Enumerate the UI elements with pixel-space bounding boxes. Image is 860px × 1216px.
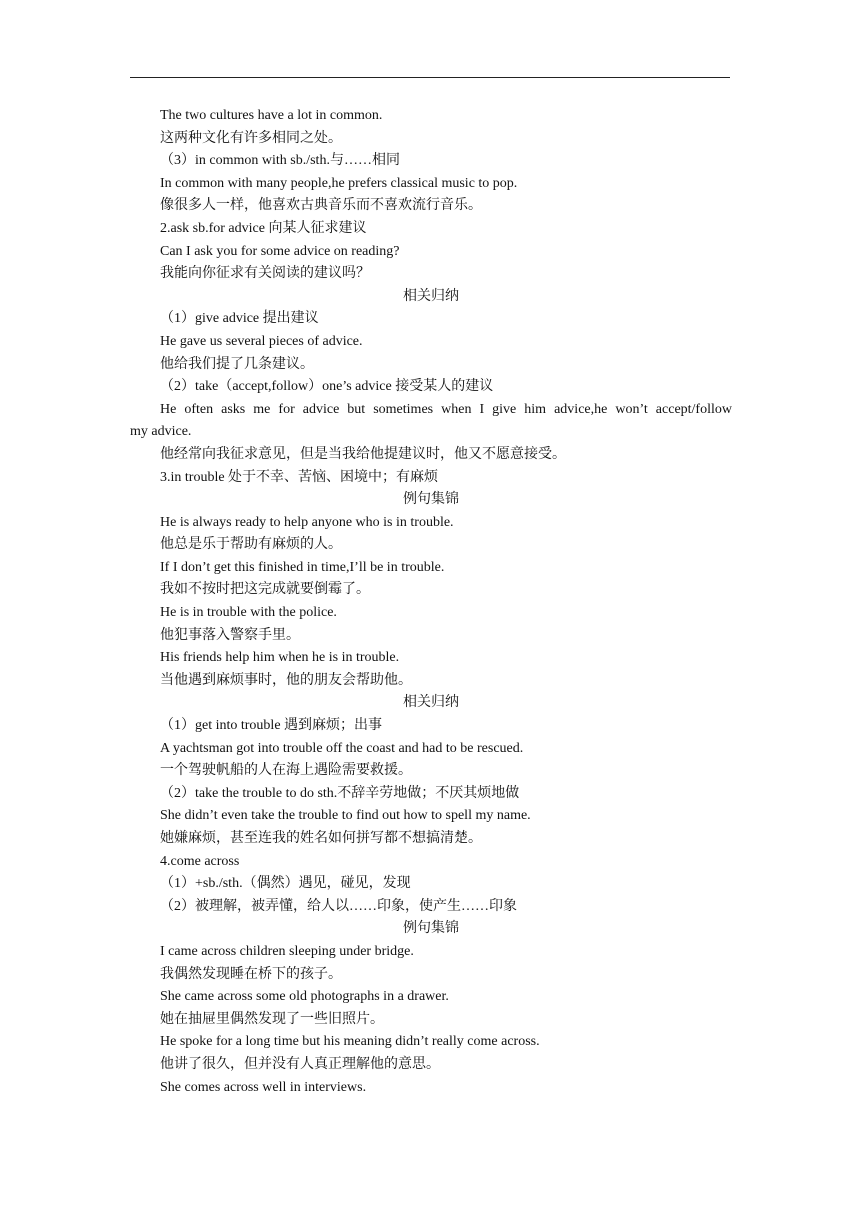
example-sentence: He gave us several pieces of advice. xyxy=(160,333,363,349)
usage-item: （1）+sb./sth.（偶然）遇见，碰见，发现 xyxy=(160,876,411,892)
phrase-heading: 3.in trouble 处于不幸、苦恼、困境中；有麻烦 xyxy=(160,469,439,485)
example-sentence: I came across children sleeping under bridge. xyxy=(160,943,414,959)
example-sentence: In common with many people,he prefers classical music to pop. xyxy=(160,175,518,191)
example-sentence: He spoke for a long time but his meaning didn’t really come across. xyxy=(160,1034,540,1050)
example-sentence: The two cultures have a lot in common. xyxy=(160,108,383,123)
example-translation: 我能向你征求有关阅读的建议吗？ xyxy=(160,266,370,282)
usage-item: （3）in common with sb./sth.与……相同 xyxy=(160,153,400,169)
example-translation: 他经常向我征求意见，但是当我给他提建议时，他又不愿意接受。 xyxy=(160,446,566,462)
document-body xyxy=(130,105,732,1099)
example-sentence: He often asks me for advice but sometimes when I give him advice,he won’t accept/follow xyxy=(160,401,732,417)
example-translation: 他犯事落入警察手里。 xyxy=(160,627,300,643)
usage-item: （1）get into trouble 遇到麻烦；出事 xyxy=(160,718,383,734)
example-translation: 当他遇到麻烦事时，他的朋友会帮助他。 xyxy=(160,672,412,688)
header-rule xyxy=(130,77,730,78)
example-sentence: A yachtsman got into trouble off the coast and had to be rescued. xyxy=(160,740,524,756)
example-translation: 像很多人一样，他喜欢古典音乐而不喜欢流行音乐。 xyxy=(160,198,482,214)
example-translation: 他总是乐于帮助有麻烦的人。 xyxy=(160,537,342,553)
example-translation: 他给我们提了几条建议。 xyxy=(160,356,314,372)
example-translation: 他讲了很久，但并没有人真正理解他的意思。 xyxy=(160,1056,440,1072)
example-translation: 她嫌麻烦，甚至连我的姓名如何拼写都不想搞清楚。 xyxy=(160,831,482,846)
example-sentence: She came across some old photographs in a drawer. xyxy=(160,989,449,1005)
section-label: 例句集锦 xyxy=(403,921,459,937)
example-sentence: He is in trouble with the police. xyxy=(160,605,337,621)
example-sentence: Can I ask you for some advice on reading? xyxy=(160,243,400,259)
section-label: 相关归纳 xyxy=(403,695,459,711)
example-sentence-continued: my advice. xyxy=(130,424,192,440)
example-sentence: She didn’t even take the trouble to find out how to spell my name. xyxy=(160,808,531,824)
usage-item: （2）take the trouble to do sth.不辞辛劳地做；不厌其烦地做 xyxy=(160,785,520,801)
example-translation: 我如不按时把这完成就要倒霉了。 xyxy=(160,582,370,598)
example-translation: 我偶然发现睡在桥下的孩子。 xyxy=(160,966,342,982)
example-sentence: His friends help him when he is in trouble. xyxy=(160,650,400,666)
phrase-heading: 2.ask sb.for advice 向某人征求建议 xyxy=(160,220,367,236)
usage-item: （2）take（accept,follow）one’s advice 接受某人的建议 xyxy=(160,379,494,395)
section-label: 相关归纳 xyxy=(403,288,459,304)
example-translation: 这两种文化有许多相同之处。 xyxy=(160,130,342,146)
example-sentence: He is always ready to help anyone who is in trouble. xyxy=(160,514,454,530)
example-translation: 她在抽屉里偶然发现了一些旧照片。 xyxy=(160,1011,384,1027)
example-sentence: If I don’t get this finished in time,I’ll be in trouble. xyxy=(160,559,445,575)
usage-item: （1）give advice 提出建议 xyxy=(160,311,319,327)
usage-item: （2）被理解，被弄懂，给人以……印象，使产生……印象 xyxy=(160,898,517,914)
example-sentence: She comes across well in interviews. xyxy=(160,1079,367,1095)
phrase-heading: 4.come across xyxy=(160,853,240,869)
section-label: 例句集锦 xyxy=(403,492,459,508)
example-translation: 一个驾驶帆船的人在海上遇险需要救援。 xyxy=(160,763,412,779)
